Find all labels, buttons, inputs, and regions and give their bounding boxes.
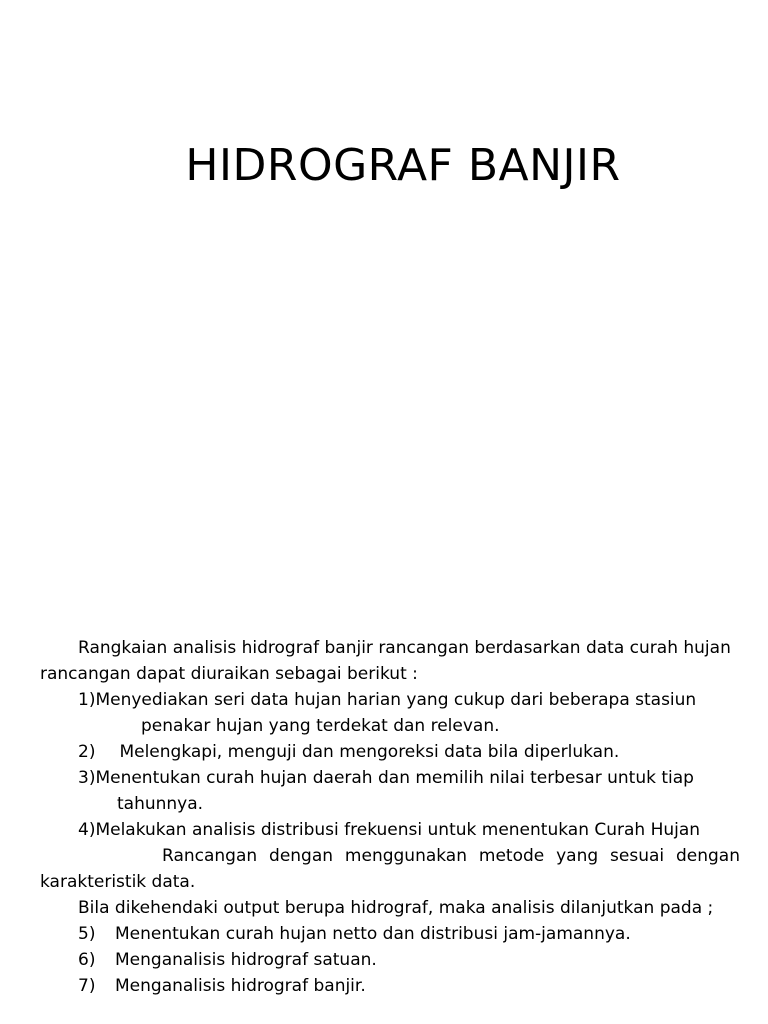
list-number: 2) [78,742,96,762]
list-item: 4)Melakukan analisis distribusi frekuensi untuk menentukan Curah Hujan [78,820,701,840]
document-title: HIDROGRAF BANJIR [185,140,621,191]
list-item-text: Menganalisis hidrograf banjir. [115,976,366,996]
list-item: 3)Menentukan curah hujan daerah dan memilih nilai terbesar untuk tiap [78,768,694,788]
document-body [40,635,740,999]
list-item-continuation: Rancangan dengan menggunakan metode yang sesuai dengan [162,846,740,866]
list-number: 6) [78,950,96,970]
paragraph-line: rancangan dapat diuraikan sebagai berikut : [40,664,418,684]
list-item [40,739,740,765]
paragraph-line: Rangkaian analisis hidrograf banjir rancangan berdasarkan data curah hujan [78,638,731,658]
list-number: 5) [78,924,96,944]
list-item [40,947,740,973]
list-item-text: Menganalisis hidrograf satuan. [115,950,377,970]
list-item [40,973,740,999]
list-item-continuation: karakteristik data. [40,872,196,892]
list-number: 7) [78,976,96,996]
list-item-continuation: penakar hujan yang terdekat dan relevan. [141,716,500,736]
list-item-text: Melengkapi, menguji dan mengoreksi data bila diperlukan. [119,742,620,762]
list-item: 1)Menyediakan seri data hujan harian yang cukup dari beberapa stasiun [78,690,697,710]
paragraph-line: Bila dikehendaki output berupa hidrograf, maka analisis dilanjutkan pada ; [78,898,714,918]
list-item-text: Menentukan curah hujan netto dan distribusi jam-jamannya. [115,924,631,944]
list-item-continuation: tahunnya. [117,794,204,814]
list-item [40,921,740,947]
